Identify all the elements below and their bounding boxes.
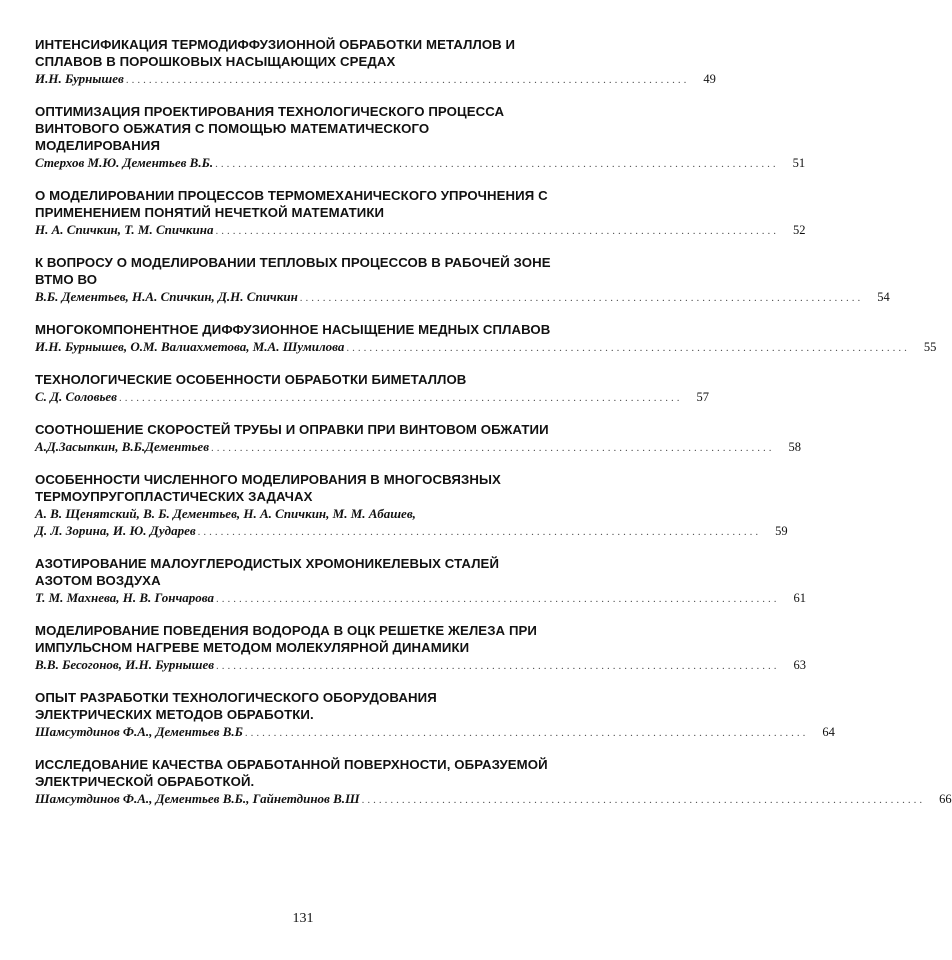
entry-title: АЗОТИРОВАНИЕ МАЛОУГЛЕРОДИСТЫХ ХРОМОНИКЕЛЕВЫХ СТАЛЕЙ АЗОТОМ ВОЗДУХА [35,556,500,588]
entry-title: ОПТИМИЗАЦИЯ ПРОЕКТИРОВАНИЯ ТЕХНОЛОГИЧЕСКОГО ПРОЦЕССА ВИНТОВОГО ОБЖАТИЯ С ПОМОЩЬЮ МАТЕМАТИЧЕСКОГО МОДЕЛИРОВАНИЯ [35,104,505,153]
authors-row [35,221,806,240]
entry-title: ИССЛЕДОВАНИЕ КАЧЕСТВА ОБРАБОТАННОЙ ПОВЕРХНОСТИ, ОБРАЗУЕМОЙ ЭЛЕКТРИЧЕСКОЙ ОБРАБОТКОЙ. [35,757,548,789]
dot-leader: .................................................................................................. [215,158,779,170]
entry-authors: Шамсутдинов Ф.А., Дементьев В.Б., Гайнетдинов В.Ш [35,791,360,806]
entry-page: 59 [775,524,788,538]
authors-row [35,505,555,522]
entry-page: 61 [793,591,806,605]
entry-title: МОДЕЛИРОВАНИЕ ПОВЕДЕНИЯ ВОДОРОДА В ОЦК РЕШЕТКЕ ЖЕЛЕЗА ПРИ ИМПУЛЬСНОМ НАГРЕВЕ МЕТОДОМ МОЛЕКУЛЯРНОЙ ДИНАМИКИ [35,623,537,655]
dot-leader: .................................................................................................. [216,593,780,605]
dot-leader: .................................................................................................. [216,660,780,672]
entry-authors-line1: А. В. Щенятский, В. Б. Дементьев, Н. А. Спичкин, М. М. Абашев, [35,506,416,521]
toc-entry [35,421,802,457]
entry-authors: Стерхов М.Ю. Дементьев В.Б. [35,155,214,170]
toc-entry [35,103,806,173]
dot-leader: .................................................................................................. [119,392,683,404]
entry-page: 52 [792,223,806,237]
table-of-contents [35,36,952,823]
entry-authors: В.В. Бесогонов, И.Н. Бурнышев [35,657,215,672]
toc-entry [35,622,807,675]
entry-authors: И.Н. Бурнышев [35,71,124,86]
entry-authors: И.Н. Бурнышев, О.М. Валиахметова, М.А. Шумилова [35,339,345,354]
authors-row [35,154,806,173]
entry-authors: Шамсутдинов Ф.А., Дементьев В.Б [35,724,243,739]
dot-leader: .................................................................................................. [346,342,910,354]
dot-leader: .................................................................................................. [361,794,926,806]
toc-entry [35,471,788,541]
entry-authors: Т. М. Махнева, Н. В. Гончарова [35,590,214,605]
entry-page: 63 [793,658,807,672]
toc-entry [35,756,952,809]
dot-leader: .................................................................................................. [197,526,762,538]
dot-leader: .................................................................................................. [215,225,779,237]
entry-authors: Д. Л. Зорина, И. Ю. Дударев [35,523,196,538]
page-number: 131 [292,911,314,926]
authors-row [35,388,709,407]
entry-authors: А.Д.Засыпкин, В.Б.Дементьев [35,439,210,454]
entry-page: 64 [822,725,835,739]
entry-page: 55 [923,340,937,354]
entry-title: ОПЫТ РАЗРАБОТКИ ТЕХНОЛОГИЧЕСКОГО ОБОРУДОВАНИЯ ЭЛЕКТРИЧЕСКИХ МЕТОДОВ ОБРАБОТКИ. [35,690,437,722]
authors-row [35,790,952,809]
dot-leader: .................................................................................................. [299,292,864,304]
entry-title: МНОГОКОМПОНЕНТНОЕ ДИФФУЗИОННОЕ НАСЫЩЕНИЕ МЕДНЫХ СПЛАВОВ [35,322,551,337]
entry-title: ИНТЕНСИФИКАЦИЯ ТЕРМОДИФФУЗИОННОЙ ОБРАБОТКИ МЕТАЛЛОВ И СПЛАВОВ В ПОРОШКОВЫХ НАСЫЩАЮЩИХ СРЕДАХ [35,37,516,69]
entry-title: ОСОБЕННОСТИ ЧИСЛЕННОГО МОДЕЛИРОВАНИЯ В МНОГОСВЯЗНЫХ ТЕРМОУПРУГОПЛАСТИЧЕСКИХ ЗАДАЧАХ [35,472,501,504]
entry-page: 51 [792,156,806,170]
entry-page: 57 [696,390,709,404]
dot-leader: .................................................................................................. [125,74,690,86]
toc-entry [35,36,716,89]
entry-authors: С. Д. Соловьев [35,389,117,404]
toc-entry [35,689,835,742]
authors-row [35,522,788,541]
toc-entry [35,371,709,407]
entry-authors: Н. А. Спичкин, Т. М. Спичкина [35,222,214,237]
toc-entry [35,555,806,608]
toc-entry [35,321,937,357]
entry-title: ТЕХНОЛОГИЧЕСКИЕ ОСОБЕННОСТИ ОБРАБОТКИ БИМЕТАЛЛОВ [35,372,467,387]
entry-title: СООТНОШЕНИЕ СКОРОСТЕЙ ТРУБЫ И ОПРАВКИ ПРИ ВИНТОВОМ ОБЖАТИИ [35,422,549,437]
authors-row [35,589,806,608]
entry-title: О МОДЕЛИРОВАНИИ ПРОЦЕССОВ ТЕРМОМЕХАНИЧЕСКОГО УПРОЧНЕНИЯ С ПРИМЕНЕНИЕМ ПОНЯТИЙ НЕЧЕТКОЙ МАТЕМАТИКИ [35,188,548,220]
authors-row [35,70,716,89]
entry-page: 54 [877,290,890,304]
authors-row [35,656,807,675]
authors-row [35,723,835,742]
dot-leader: .................................................................................................. [211,442,775,454]
dot-leader: .................................................................................................. [244,727,809,739]
toc-entry [35,254,890,307]
toc-entry [35,187,806,240]
authors-row [35,338,937,357]
entry-page: 49 [703,72,716,86]
authors-row [35,288,890,307]
authors-row [35,438,802,457]
entry-authors: В.Б. Дементьев, Н.А. Спичкин, Д.Н. Спичкин [35,289,298,304]
entry-title: К ВОПРОСУ О МОДЕЛИРОВАНИИ ТЕПЛОВЫХ ПРОЦЕССОВ В РАБОЧЕЙ ЗОНЕ ВТМО ВО [35,255,551,287]
entry-page: 66 [939,792,952,806]
entry-page: 58 [788,440,802,454]
